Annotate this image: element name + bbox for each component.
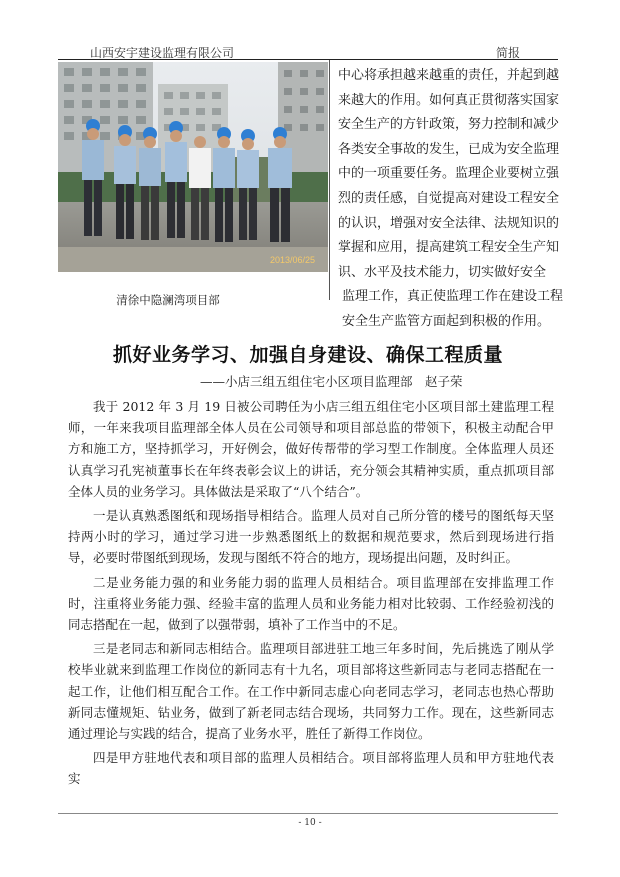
right-column-line: 各类安全事故的发生，已成为安全监理 xyxy=(338,141,560,157)
article-title: 抓好业务学习、加强自身建设、确保工程质量 xyxy=(112,344,503,366)
team-photo xyxy=(58,62,328,272)
column-divider xyxy=(329,60,330,300)
header-rule xyxy=(58,59,558,60)
article-byline: ——小店三组五组住宅小区项目监理部 赵子荣 xyxy=(200,374,463,389)
photo-date-stamp: 2013/06/25 xyxy=(270,255,316,265)
article-paragraph: 二是业务能力强的和业务能力弱的监理人员相结合。项目监理部在安排监理工作时，注重将业务能力强、经验丰富的监理人员和业务能力相对比较弱、工作经验初浅的同志搭配在一起，做到了以强带弱，填补了工作当中的不足。 xyxy=(68,574,554,633)
right-column-line: 安全生产监管方面起到积极的作用。 xyxy=(342,313,551,329)
article-paragraph: 四是甲方驻地代表和项目部的监理人员相结合。项目部将监理人员和甲方驻地代表实 xyxy=(68,750,554,787)
right-column-line: 烈的责任感，自觉提高对建设工程安全 xyxy=(338,190,560,206)
right-column-line: 的认识，增强对安全法律、法规知识的 xyxy=(338,215,560,231)
header-company: 山西安宇建设监理有限公司 xyxy=(90,46,235,60)
header-section: 简报 xyxy=(496,46,521,60)
article-paragraph: 三是老同志和新同志相结合。监理项目部进驻工地三年多时间，先后挑选了刚从学校毕业就来到监理工作岗位的新同志有十九名，项目部将这些新同志与老同志搭配在一起工作，让他们相互配合工作。在工作中新同志虚心向老同志学习，老同志也热心帮助新同志懂规矩、钻业务，做到了新老同志结合现场，共同努力工作。现在，这些新同志通过理论与实践的结合，提高了业务水平，胜任了新得工作岗位。 xyxy=(68,641,554,742)
right-column-line: 安全生产的方针政策，努力控制和减少 xyxy=(338,117,560,133)
right-column-line: 中心将承担越来越重的责任，并起到越 xyxy=(338,68,560,83)
right-column-line: 掌握和应用，提高建筑工程安全生产知 xyxy=(338,240,560,256)
right-column-line: 识、水平及技术能力，切实做好安全 xyxy=(338,264,547,280)
footer-rule xyxy=(58,813,558,814)
article-body xyxy=(68,396,554,793)
page-number: - 10 - xyxy=(298,818,322,828)
right-column-text xyxy=(338,64,564,335)
article-paragraph: 一是认真熟悉图纸和现场指导相结合。监理人员对自己所分管的楼号的图纸每天坚持两小时的学习，通过学习进一步熟悉图纸上的数据和规范要求，然后到现场进行指导，必要时带图纸到现场，发现与图纸不符合的地方，现场提出问题，及时纠正。 xyxy=(68,508,554,566)
right-column-line: 来越大的作用。如何真正贯彻落实国家 xyxy=(338,92,560,108)
right-column-line: 监理工作，真正使监理工作在建设工程 xyxy=(342,289,564,305)
article-paragraph: 我于 2012 年 3 月 19 日被公司聘任为小店三组五组住宅小区项目部土建监理工程师，一年来我项目监理部全体人员在公司领导和项目部总监的带领下，积极主动配合甲方和施工方，坚持抓学习，开好例会，做好传帮带的学习型工作制度。全体监理人员还认真学习孔宪祯董事长在年终表彰会议上的讲话，充分领会其精神实质，重点抓项目部全体人员的业务学习。具体做法是采取了“八个结合”。 xyxy=(68,399,554,499)
photo-caption: 清徐中隐澜湾项目部 xyxy=(116,293,220,307)
right-column-line: 中的一项重要任务。监理企业要树立强 xyxy=(338,166,560,182)
